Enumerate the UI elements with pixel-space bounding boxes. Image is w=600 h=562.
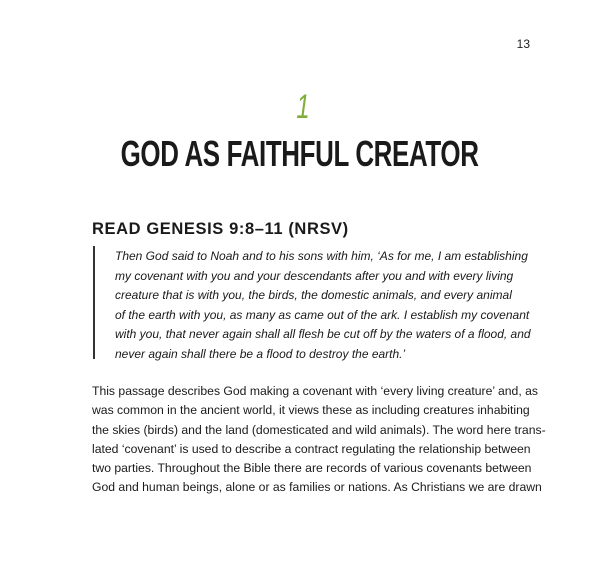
- page-number: 13: [516, 37, 530, 51]
- body-paragraph: [92, 382, 546, 498]
- quote-line: my covenant with you and your descendants after you and with every living: [115, 268, 514, 283]
- scripture-quote-text: [115, 247, 531, 364]
- body-line: God and human beings, alone or as families or nations. As Christians we are drawn: [92, 480, 542, 495]
- body-line: This passage describes God making a covenant with ‘every living creature’ and, as: [92, 384, 538, 398]
- scripture-quote: [93, 246, 531, 361]
- quote-line: Then God said to Noah and to his sons with him, ‘As for me, I am establishing: [115, 249, 528, 263]
- chapter-title: [0, 133, 600, 175]
- quote-line: of the earth with you, as many as came out of the ark. I establish my covenant: [115, 307, 530, 322]
- quote-line: never again shall there be a flood to destroy the earth.’: [115, 346, 406, 361]
- chapter-number: 1: [296, 88, 310, 126]
- body-line: was common in the ancient world, it views these as including creatures inhabiting: [92, 403, 530, 418]
- body-line: the skies (birds) and the land (domesticated and wild animals). The word here trans-: [92, 422, 546, 437]
- reading-heading: READ GENESIS 9:8–11 (NRSV): [92, 220, 349, 238]
- body-line: lated ‘covenant’ is used to describe a contract regulating the relationship between: [92, 441, 531, 456]
- quote-line: creature that is with you, the birds, the domestic animals, and every animal: [115, 288, 512, 302]
- chapter-title-text: GOD AS FAITHFUL CREATOR: [121, 133, 479, 174]
- body-line: two parties. Throughout the Bible there are records of various covenants between: [92, 461, 532, 476]
- quote-line: with you, that never again shall all flesh be cut off by the waters of a flood, and: [115, 327, 531, 341]
